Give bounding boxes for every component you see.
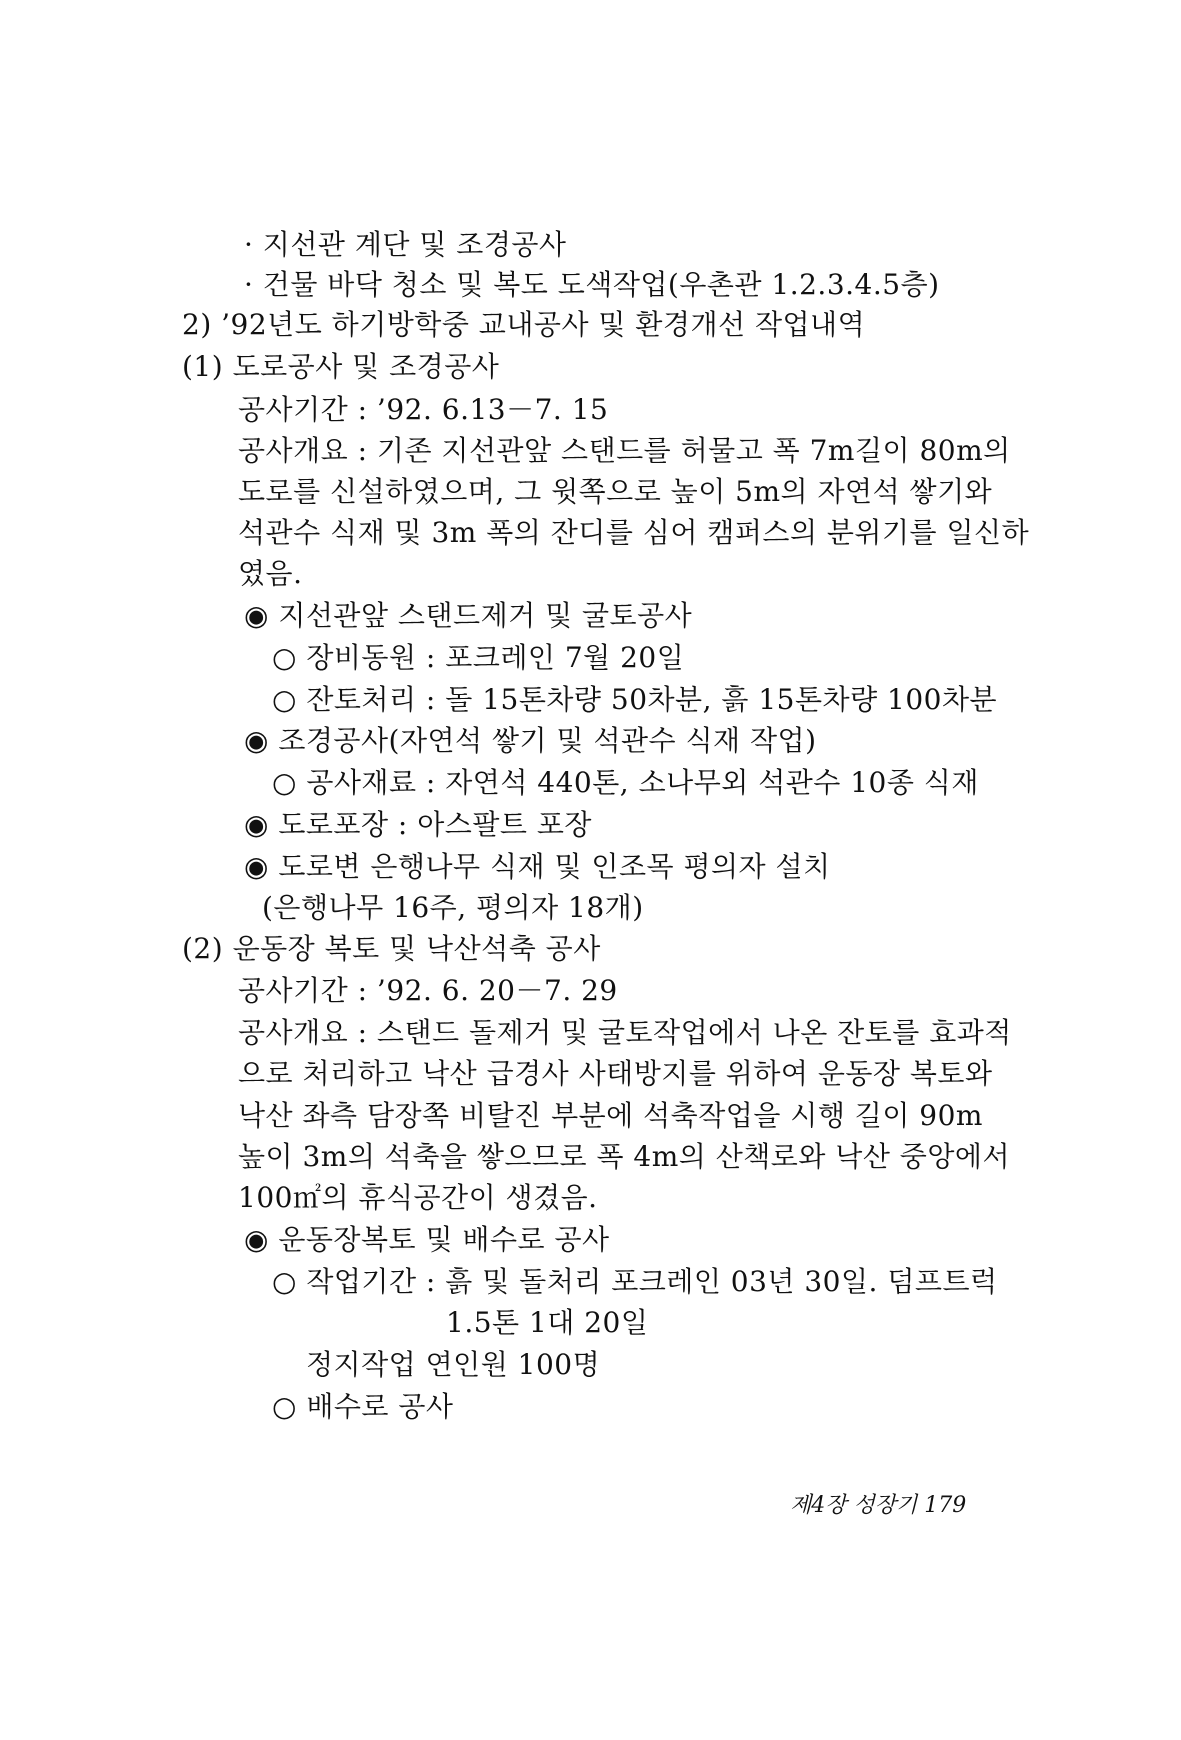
text-line: 공사개요 : 기존 지선관앞 스탠드를 허물고 폭 7m길이 80m의 <box>238 434 1011 467</box>
page-footer: 제4장 성장기 179 <box>790 1493 967 1518</box>
sub-item-continuation: 정지작업 연인원 100명 <box>306 1348 601 1381</box>
sub-item: ○ 잔토처리 : 돌 15톤차량 50차분, 흙 15톤차량 100차분 <box>272 683 998 716</box>
sub-item: ○ 작업기간 : 흙 및 돌처리 포크레인 03년 30일. 덤프트럭 <box>272 1265 998 1298</box>
bullet-item: ◉ 지선관앞 스탠드제거 및 굴토공사 <box>244 599 693 632</box>
sub-item-continuation: 1.5톤 1대 20일 <box>446 1306 649 1339</box>
text-line: (은행나무 16주, 평의자 18개) <box>262 891 644 924</box>
text-line: 공사기간 : ’92. 6.13－7. 15 <box>238 393 609 426</box>
text-line: 공사기간 : ’92. 6. 20－7. 29 <box>238 974 618 1007</box>
bullet-item: ◉ 도로포장 : 아스팔트 포장 <box>244 808 592 841</box>
sub-item: ○ 공사재료 : 자연석 440톤, 소나무외 석관수 10종 식재 <box>272 766 979 799</box>
text-line: 석관수 식재 및 3m 폭의 잔디를 심어 캠퍼스의 분위기를 일신하 <box>238 516 1030 549</box>
section-heading: 2) ’92년도 하기방학중 교내공사 및 환경개선 작업내역 <box>182 308 866 341</box>
text-line: 낙산 좌측 담장쪽 비탈진 부분에 석축작업을 시행 길이 90m <box>238 1099 983 1132</box>
subsection-heading: (2) 운동장 복토 및 낙산석축 공사 <box>182 932 601 965</box>
text-line: 높이 3m의 석축을 쌓으므로 폭 4m의 산책로와 낙산 중앙에서 <box>238 1140 1010 1173</box>
text-line: · 지선관 계단 및 조경공사 <box>244 228 567 261</box>
text-line: 공사개요 : 스탠드 돌제거 및 굴토작업에서 나온 잔토를 효과적 <box>238 1016 1012 1049</box>
bullet-item: ◉ 조경공사(자연석 쌓기 및 석관수 식재 작업) <box>244 724 817 757</box>
sub-item: ○ 배수로 공사 <box>272 1390 454 1423</box>
subsection-heading: (1) 도로공사 및 조경공사 <box>182 350 500 383</box>
sub-item: ○ 장비동원 : 포크레인 7월 20일 <box>272 641 685 674</box>
text-line: 도로를 신설하였으며, 그 윗쪽으로 높이 5m의 자연석 쌓기와 <box>238 475 993 508</box>
bullet-item: ◉ 운동장복토 및 배수로 공사 <box>244 1223 610 1256</box>
text-line: · 건물 바닥 청소 및 복도 도색작업(우촌관 1.2.3.4.5층) <box>244 268 940 301</box>
bullet-item: ◉ 도로변 은행나무 식재 및 인조목 평의자 설치 <box>244 850 831 883</box>
text-line: 으로 처리하고 낙산 급경사 사태방지를 위하여 운동장 복토와 <box>238 1057 993 1090</box>
text-line: 100㎡의 휴식공간이 생겼음. <box>238 1181 598 1214</box>
text-line: 였음. <box>238 557 303 590</box>
